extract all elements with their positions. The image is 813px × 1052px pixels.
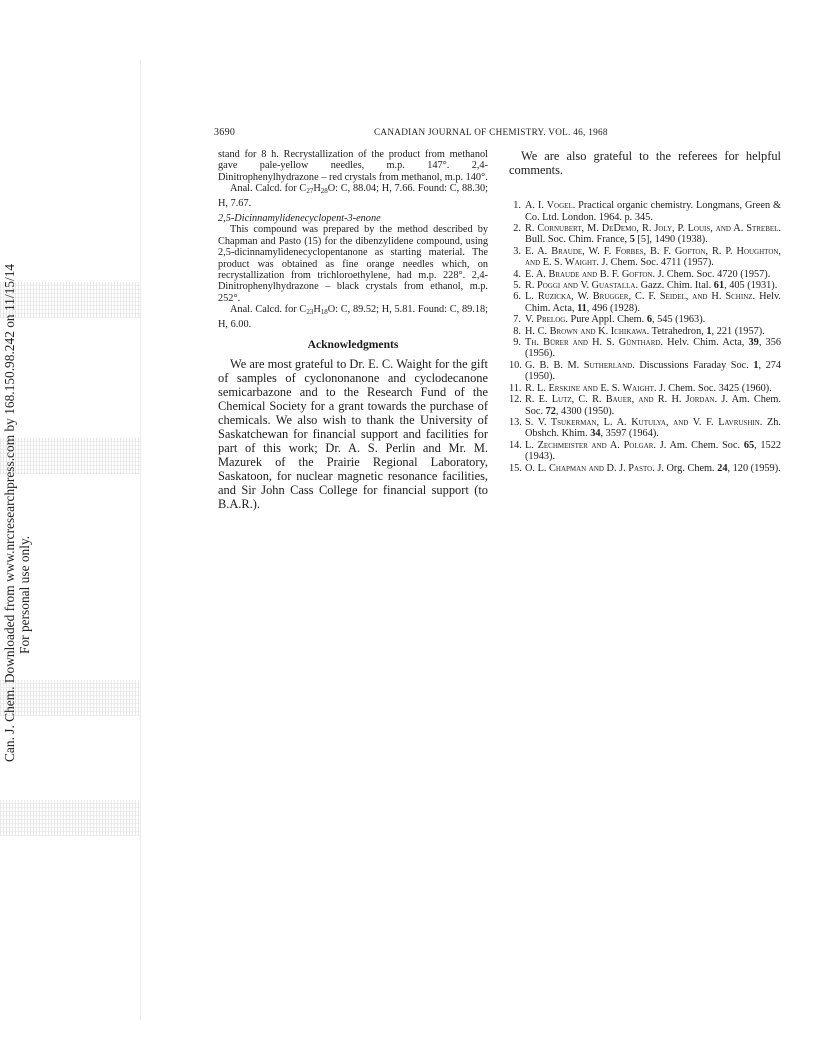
reference-number: 3. — [513, 245, 521, 257]
reference-source: Discussions Faraday Soc. — [634, 359, 754, 371]
reference-authors: S. V. Tsukerman, L. A. Kutulya, and V. F. Lavrushin. — [525, 416, 763, 428]
reference-source: Bull. Soc. Chim. France, — [525, 234, 630, 246]
subscript: 28 — [320, 187, 328, 196]
reference-source: Pure Appl. Chem. — [567, 314, 647, 326]
reference-source: J. Org. Chem. — [654, 462, 718, 474]
reference-pages: , 3597 (1964). — [600, 428, 659, 440]
reference-number: 9. — [513, 337, 521, 349]
reference-volume: 1 — [706, 325, 712, 337]
reference-number: 11. — [509, 382, 522, 394]
acknowledgments-heading: Acknowledgments — [307, 338, 399, 352]
right-column — [509, 149, 781, 474]
reference-volume: 1 — [753, 359, 759, 371]
reference-item — [509, 280, 781, 291]
reference-authors: G. B. B. M. Sutherland. — [525, 359, 635, 371]
reference-list — [509, 200, 781, 474]
reference-number: 14. — [509, 439, 522, 451]
reference-item — [509, 440, 781, 463]
reference-volume: 72 — [545, 405, 556, 417]
reference-volume: 24 — [717, 462, 728, 474]
reference-authors: A. I. Vogel. — [525, 200, 576, 212]
reference-pages: , 405 (1931). — [724, 280, 778, 292]
reference-authors: E. A. Braude and B. F. Gofton. — [525, 268, 656, 280]
reference-item — [509, 360, 781, 383]
reference-volume: 61 — [713, 280, 725, 292]
reference-volume: 5 — [629, 234, 635, 246]
reference-item — [509, 200, 781, 223]
reference-pages: , 221 (1957). — [711, 325, 765, 337]
analysis-text: O: C, 88.04; H, 7.66. Found: C, 88.30; H, 7.67. — [218, 183, 489, 209]
analysis-text: H — [313, 304, 321, 316]
reference-source: Zh. Obshch. Khim. — [525, 416, 781, 440]
reference-source: J. Chem. Soc. 4720 (1957). — [655, 268, 771, 280]
referee-thanks: We are also grateful to the referees for helpful comments. — [509, 149, 781, 178]
reference-authors: R. Poggi and V. Guastalla. — [525, 280, 639, 292]
compound-title: 2,5-Dicinnamylidenecyclopent-3-enone — [218, 213, 381, 225]
reference-pages: , 4300 (1950). — [555, 405, 615, 417]
reference-item — [509, 326, 781, 337]
reference-item — [509, 383, 781, 394]
acknowledgments-text: We are most grateful to Dr. E. C. Waight for the gift of samples of cyclononanone and cyclodecanone semicarbazone and to the Research Fund of the Chemical Society for a grant towards the purchase of chemicals. We also wish to thank the University of Saskatchewan for financial support and facilities for part of this work; Dr. A. S. Perlin and Mr. M. Mazurek of the Prairie Regional Laboratory, Saskatoon, for nuclear magnetic resonance facilities, and Sir John Cass College for financial support (to B.A.R.). — [218, 356, 488, 512]
reference-item — [509, 246, 781, 269]
reference-authors: L. Zechmeister and A. Polgar. — [525, 439, 656, 451]
reference-authors: E. A. Braude, W. F. Forbes, B. F. Gofton, R. P. Houghton, and E. S. Waight. — [525, 245, 781, 269]
reference-source: Practical organic chemistry. Longmans, Green & Co. Ltd. London. 1964. p. 345. — [525, 200, 781, 223]
reference-item — [509, 223, 781, 246]
reference-authors: L. Ruzicka, W. Brugger, C. F. Seidel, and H. Schinz. — [525, 291, 756, 303]
reference-source: J. Am. Chem. Soc. — [656, 439, 744, 451]
reference-number: 1. — [513, 200, 521, 212]
reference-number: 2. — [513, 223, 521, 234]
reference-authors: V. Prelog. — [525, 314, 568, 326]
reference-item — [509, 417, 781, 440]
reference-source: Helv. Chim. Acta, — [663, 337, 749, 349]
reference-number: 8. — [513, 325, 521, 337]
reference-source: J. Am. Chem. Soc. — [525, 394, 781, 417]
reference-source: J. Chem. Soc. 3425 (1960). — [656, 382, 772, 394]
reference-pages: , 1522 (1943). — [525, 439, 781, 463]
page-fold-line — [140, 60, 141, 1020]
reference-source: Tetrahedron, — [649, 325, 707, 337]
reference-pages: , 356 (1956). — [525, 337, 781, 360]
left-column — [218, 149, 488, 512]
paragraph: stand for 8 h. Recrystallization of the product from methanol gave pale-yellow needles, m.p. 147°. 2,4-Dinitrophenylhydrazone – red crystals from methanol, m.p. 140°. — [218, 149, 488, 183]
analysis-line — [218, 183, 488, 209]
reference-volume: 11 — [577, 302, 587, 314]
scan-noise — [0, 800, 140, 836]
reference-pages: , 496 (1928). — [586, 302, 640, 314]
reference-number: 5. — [513, 280, 521, 292]
reference-number: 7. — [513, 314, 521, 326]
reference-item — [509, 394, 781, 417]
reference-volume: 39 — [748, 337, 759, 349]
reference-authors: R. Cornubert, M. DeDemo, R. Joly, P. Louis, and A. Strebel. — [525, 223, 781, 234]
reference-authors: H. C. Brown and K. Ichikawa. — [525, 325, 650, 337]
reference-number: 6. — [513, 291, 521, 303]
reference-volume: 34 — [590, 428, 601, 440]
reference-volume: 6 — [646, 314, 652, 326]
running-header — [214, 127, 762, 139]
page-number: 3690 — [214, 127, 236, 138]
reference-item — [509, 314, 781, 325]
reference-source: Gazz. Chim. Ital. — [638, 280, 714, 292]
reference-number: 4. — [513, 268, 521, 280]
reference-item — [509, 291, 781, 314]
analysis-line — [218, 304, 488, 330]
analysis-text: H — [313, 183, 321, 195]
reference-source: Helv. Chim. Acta, — [525, 291, 781, 314]
reference-number: 15. — [509, 462, 522, 474]
reference-source: J. Chem. Soc. 4711 (1957). — [598, 257, 714, 269]
reference-authors: R. L. Erskine and E. S. Waight. — [525, 382, 657, 394]
reference-pages: [5], 1490 (1938). — [634, 234, 708, 246]
reference-number: 13. — [509, 416, 522, 428]
subscript: 27 — [306, 187, 314, 196]
analysis-text: Anal. Calcd. for C — [230, 304, 307, 316]
reference-volume: 65 — [743, 439, 755, 451]
download-notice — [2, 172, 32, 762]
reference-item — [509, 337, 781, 360]
paragraph: This compound was prepared by the method described by Chapman and Pasto (15) for the dibenzylidene compound, using 2,5-dicinnamylidenecyclopentanone as starting material. The product was obtained as fine orange needles which, on recrystallization from trichloroethylene, had m.p. 228°. 2,4-Dinitrophenylhydrazone – black crystals from ethanol, m.p. 252°. — [218, 224, 488, 304]
reference-pages: , 545 (1963). — [652, 314, 706, 326]
reference-item — [509, 463, 781, 474]
reference-pages: , 120 (1959). — [727, 462, 781, 474]
reference-authors: R. E. Lutz, C. R. Bauer, and R. H. Jordan. — [525, 394, 718, 406]
personal-use-notice: For personal use only. — [17, 535, 32, 654]
journal-title: CANADIAN JOURNAL OF CHEMISTRY. VOL. 46, 1968 — [374, 127, 608, 137]
analysis-text: Anal. Calcd. for C — [230, 183, 307, 195]
analysis-text: O: C, 89.52; H, 5.81. Found: C, 89.18; H, 6.00. — [218, 304, 489, 330]
reference-number: 12. — [509, 394, 522, 406]
reference-pages: , 274 (1950). — [525, 359, 782, 383]
reference-item — [509, 269, 781, 280]
subscript: 23 — [306, 308, 314, 317]
subscript: 18 — [320, 308, 328, 317]
download-notice-line: Can. J. Chem. Downloaded from www.nrcresearchpress.com by 168.150.98.242 on 11/15/14 — [2, 263, 17, 762]
reference-number: 10. — [509, 359, 522, 371]
reference-authors: Th. Bürer and H. S. Günthard. — [525, 337, 664, 349]
reference-authors: O. L. Chapman and D. J. Pasto. — [525, 462, 655, 474]
